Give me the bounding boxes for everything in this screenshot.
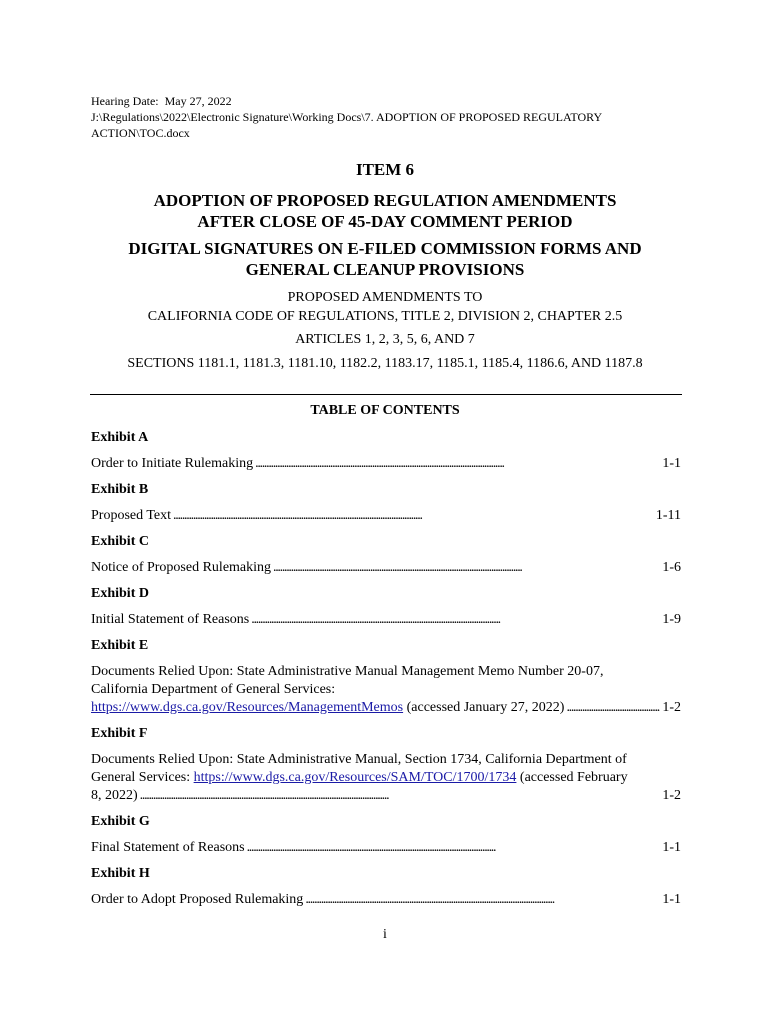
toc-entry-last-line — [91, 787, 681, 805]
accessed-date: (accessed January 27, 2022) — [403, 700, 565, 715]
dot-leader — [247, 839, 661, 857]
toc-entry-text: 8, 2022) — [91, 788, 138, 803]
toc-entry-exhibit-d[interactable] — [91, 611, 681, 629]
subject-title-line-1: DIGITAL SIGNATURES ON E-FILED COMMISSION FORMS AND — [128, 239, 642, 258]
accessed-date: (accessed February — [516, 770, 628, 785]
toc-entry-exhibit-e[interactable] — [91, 663, 681, 717]
toc-entry-exhibit-h[interactable] — [91, 891, 681, 909]
adoption-title — [85, 190, 685, 232]
horizontal-rule — [90, 394, 682, 395]
proposed-amendments — [85, 288, 685, 326]
articles-line: ARTICLES 1, 2, 3, 5, 6, AND 7 — [295, 332, 475, 347]
file-path-line-2: ACTION\TOC.docx — [91, 126, 190, 140]
toc-entry-exhibit-a[interactable] — [91, 455, 681, 473]
toc-entry-page: 1-11 — [655, 508, 681, 523]
toc-entry-text — [91, 699, 564, 717]
toc-entry-exhibit-f[interactable] — [91, 751, 681, 805]
toc-entry-page: 1-9 — [662, 612, 681, 627]
exhibit-c-heading: Exhibit C — [91, 534, 149, 549]
toc-entry-text: Order to Adopt Proposed Rulemaking — [91, 892, 304, 907]
toc-entry-page: 1-6 — [662, 560, 681, 575]
item-title: ITEM 6 — [355, 160, 415, 179]
exhibit-g-heading: Exhibit G — [91, 814, 150, 829]
exhibit-a-heading: Exhibit A — [91, 430, 149, 445]
dot-leader — [251, 611, 660, 629]
dot-leader — [566, 699, 660, 717]
toc-entry-page: 1-1 — [662, 892, 681, 907]
toc-entry-exhibit-c[interactable] — [91, 559, 681, 577]
dot-leader — [273, 559, 660, 577]
toc-entry-text: Notice of Proposed Rulemaking — [91, 560, 272, 575]
exhibit-f-heading: Exhibit F — [91, 726, 148, 741]
subject-title — [85, 238, 685, 280]
document-header — [91, 93, 691, 141]
dot-leader — [255, 455, 660, 473]
subject-title-line-2: GENERAL CLEANUP PROVISIONS — [245, 260, 525, 279]
adoption-title-line-2: AFTER CLOSE OF 45-DAY COMMENT PERIOD — [197, 212, 573, 231]
toc-entry-exhibit-g[interactable] — [91, 839, 681, 857]
page-number: i — [383, 927, 387, 942]
sections-line: SECTIONS 1181.1, 1181.3, 1181.10, 1182.2, 1183.17, 1185.1, 1185.4, 1186.6, AND 1187.8 — [127, 356, 643, 371]
toc-entry-text: Final Statement of Reasons — [91, 840, 245, 855]
table-of-contents — [91, 428, 681, 916]
toc-entry-text: Initial Statement of Reasons — [91, 612, 250, 627]
toc-entry-last-line — [91, 699, 681, 717]
exhibit-d-heading: Exhibit D — [91, 586, 149, 601]
toc-entry-page: 1-2 — [662, 700, 681, 715]
exhibit-b-heading: Exhibit B — [91, 482, 149, 497]
toc-entry-page: 1-1 — [662, 456, 681, 471]
exhibit-e-heading: Exhibit E — [91, 638, 149, 653]
toc-entry-line: California Department of General Services: — [91, 682, 336, 697]
toc-entry-line: Documents Relied Upon: State Administrative Manual Management Memo Number 20-07, — [91, 664, 604, 679]
link-prefix: General Services: — [91, 770, 194, 785]
dgs-management-memos-link[interactable]: https://www.dgs.ca.gov/Resources/ManagementMemos — [91, 700, 404, 715]
dot-leader — [305, 891, 660, 909]
toc-entry-page: 1-1 — [662, 840, 681, 855]
toc-entry-exhibit-b[interactable] — [91, 507, 681, 525]
toc-entry-page: 1-2 — [662, 788, 681, 803]
proposed-amendments-line-1: PROPOSED AMENDMENTS TO — [287, 290, 483, 305]
dot-leader — [140, 787, 661, 805]
toc-entry-text: Proposed Text — [91, 508, 172, 523]
adoption-title-line-1: ADOPTION OF PROPOSED REGULATION AMENDMENTS — [153, 191, 617, 210]
dgs-sam-1734-link[interactable]: https://www.dgs.ca.gov/Resources/SAM/TOC/1700/1734 — [193, 770, 517, 785]
file-path-line-1: J:\Regulations\2022\Electronic Signature\Working Docs\7. ADOPTION OF PROPOSED REGULATORY — [91, 110, 603, 124]
toc-heading: TABLE OF CONTENTS — [310, 403, 460, 418]
hearing-date: Hearing Date: May 27, 2022 — [91, 94, 232, 108]
exhibit-h-heading: Exhibit H — [91, 866, 150, 881]
toc-entry-line — [91, 769, 681, 787]
dot-leader — [173, 507, 654, 525]
proposed-amendments-line-2: CALIFORNIA CODE OF REGULATIONS, TITLE 2, DIVISION 2, CHAPTER 2.5 — [147, 309, 623, 324]
toc-entry-line: Documents Relied Upon: State Administrative Manual, Section 1734, California Department of — [91, 752, 627, 767]
toc-entry-text: Order to Initiate Rulemaking — [91, 456, 254, 471]
